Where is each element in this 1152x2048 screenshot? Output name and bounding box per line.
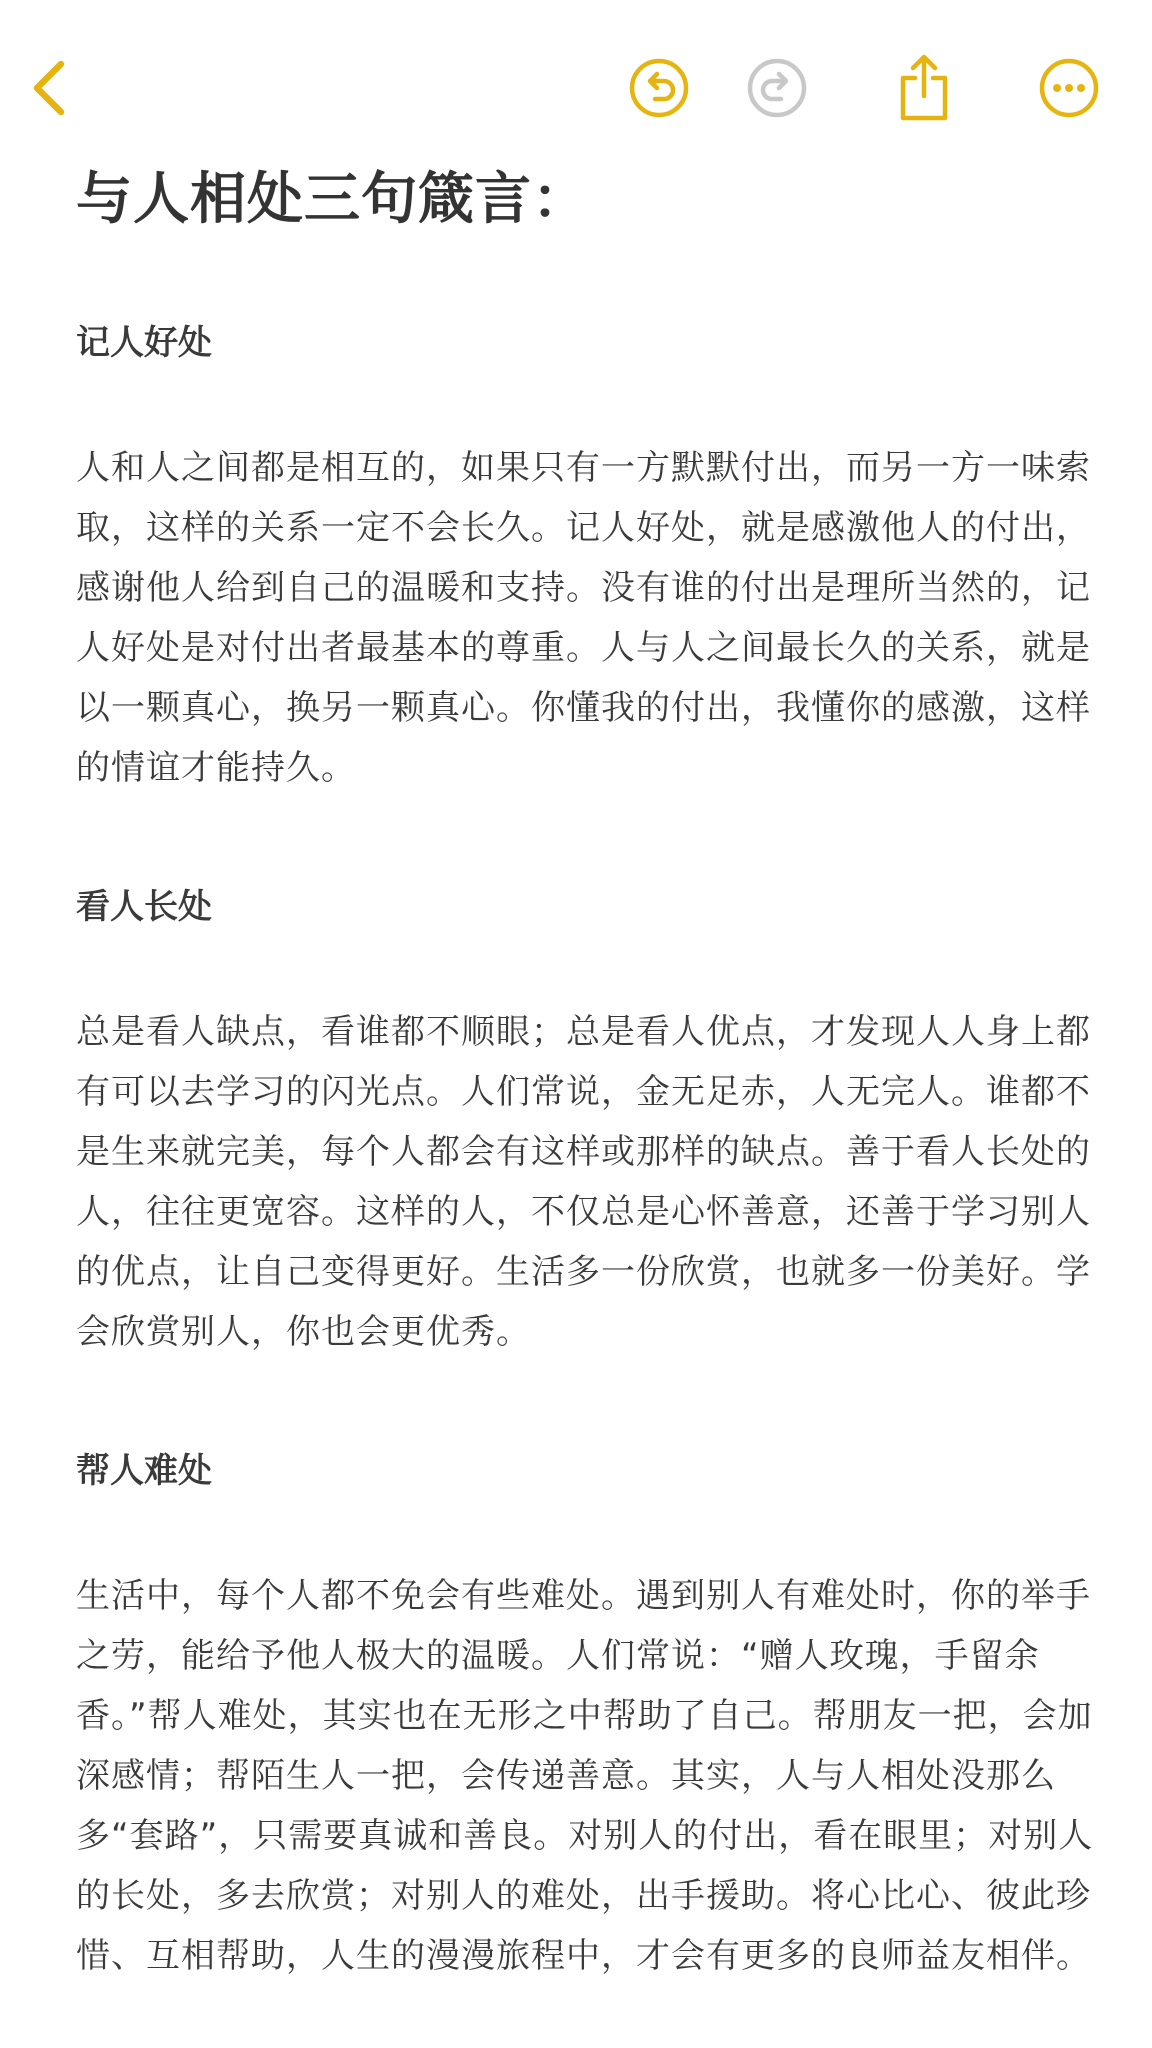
toolbar	[0, 0, 1152, 180]
section-heading: 帮人难处	[76, 1451, 212, 1491]
more-button[interactable]	[1037, 56, 1101, 120]
more-icon	[1037, 56, 1101, 120]
section-body: 人和人之间都是相互的，如果只有一方默默付出，而另一方一味索取，这样的关系一定不会长久。记人好处，就是感激他人的付出，感谢他人给到自己的温暖和支持。没有谁的付出是理所当然的，记人好处是对付出者最基本的尊重。人与人之间最长久的关系，就是以一颗真心，换另一颗真心。你懂我的付出，我懂你的感激，这样的情谊才能持久。	[76, 448, 1091, 788]
section-help-difficulties	[76, 1448, 1096, 1986]
section-remember-kindness	[76, 320, 1096, 798]
section-heading: 记人好处	[76, 323, 212, 363]
section-body: 生活中，每个人都不免会有些难处。遇到别人有难处时，你的举手之劳，能给予他人极大的温暖。人们常说：“赠人玫瑰，手留余香。”帮人难处，其实也在无形之中帮助了自己。帮朋友一把，会加深感情；帮陌生人一把，会传递善意。其实，人与人相处没那么多“套路”，只需要真诚和善良。对别人的付出，看在眼里；对别人的长处，多去欣赏；对别人的难处，出手援助。将心比心、彼此珍惜、互相帮助，人生的漫漫旅程中，才会有更多的良师益友相伴。	[76, 1576, 1094, 1976]
redo-button[interactable]	[745, 56, 809, 120]
redo-icon	[745, 56, 809, 120]
share-button[interactable]	[892, 56, 956, 120]
note-content[interactable]	[76, 160, 1096, 1986]
back-button[interactable]	[26, 56, 72, 120]
section-see-strengths	[76, 884, 1096, 1362]
note-title: 与人相处三句箴言：	[76, 167, 589, 232]
section-heading: 看人长处	[76, 887, 212, 927]
chevron-left-icon	[29, 56, 69, 120]
undo-icon	[627, 56, 691, 120]
share-icon	[894, 52, 954, 124]
section-body: 总是看人缺点，看谁都不顺眼；总是看人优点，才发现人人身上都有可以去学习的闪光点。人们常说，金无足赤，人无完人。谁都不是生来就完美，每个人都会有这样或那样的缺点。善于看人长处的人，往往更宽容。这样的人，不仅总是心怀善意，还善于学习别人的优点，让自己变得更好。生活多一份欣赏，也就多一份美好。学会欣赏别人，你也会更优秀。	[76, 1012, 1091, 1352]
undo-button[interactable]	[627, 56, 691, 120]
